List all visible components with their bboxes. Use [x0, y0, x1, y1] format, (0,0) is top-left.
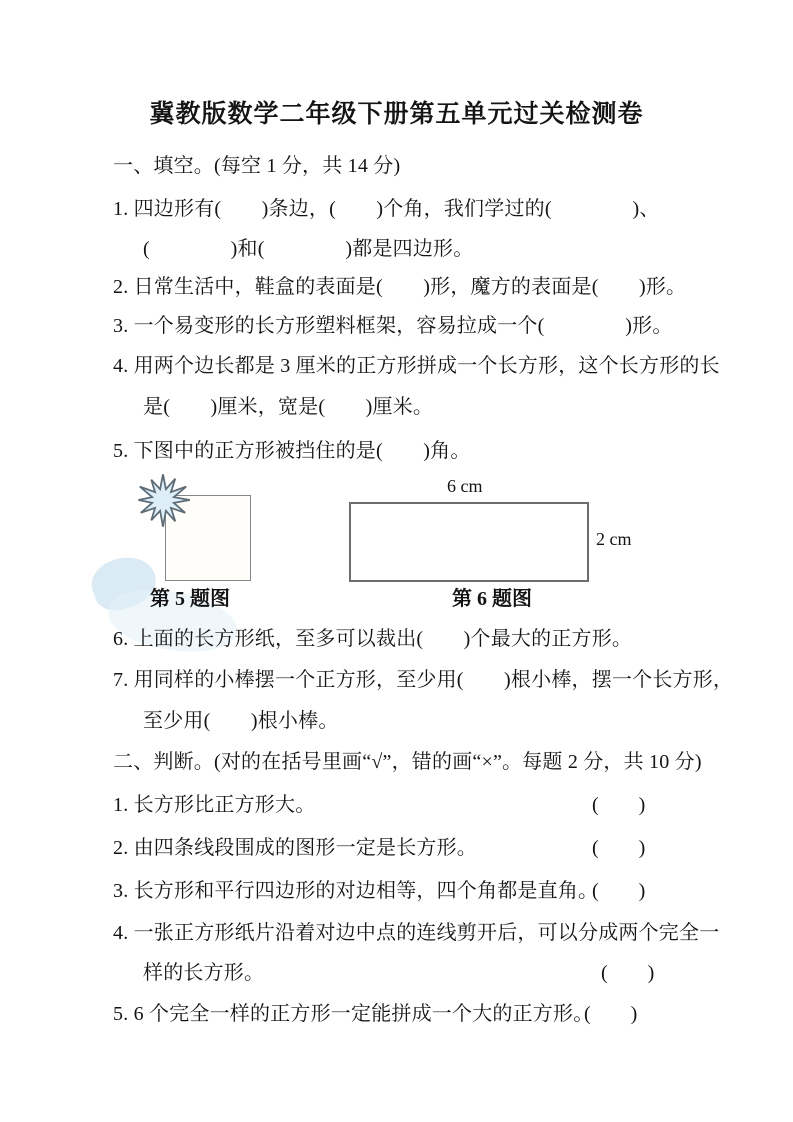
page-title: 冀教版数学二年级下册第五单元过关检测卷 [149, 101, 644, 128]
question-1-line-2: ( )和( )都是四边形。 [143, 238, 474, 260]
judge-3-answer-blank: ( ) [592, 880, 646, 902]
question-1-line-1: 1. 四边形有( )条边，( )个角，我们学过的( )、 [113, 198, 660, 220]
rectangle-height-label: 2 cm [596, 529, 632, 549]
judge-4-answer-blank: ( ) [601, 962, 655, 984]
judge-4-text-line-2: 样的长方形。 [143, 962, 265, 984]
section2-heading: 二、判断。(对的在括号里画“√”，错的画“×”。每题 2 分，共 10 分) [113, 751, 702, 773]
question-2: 2. 日常生活中，鞋盒的表面是( )形，魔方的表面是( )形。 [113, 276, 687, 298]
judge-2-answer-blank: ( ) [592, 837, 646, 859]
question-3: 3. 一个易变形的长方形塑料框架，容易拉成一个( )形。 [113, 315, 673, 337]
judge-4-text-line-1: 4. 一张正方形纸片沿着对边中点的连线剪开后，可以分成两个完全一 [113, 922, 720, 944]
judge-2-text: 2. 由四条线段围成的图形一定是长方形。 [113, 837, 477, 859]
figure6-caption: 第 6 题图 [452, 588, 532, 610]
judge-1-answer-blank: ( ) [592, 794, 646, 816]
judge-1-text: 1. 长方形比正方形大。 [113, 794, 316, 816]
judge-3-text: 3. 长方形和平行四边形的对边相等，四个角都是直角。 [113, 880, 599, 902]
question-4-line-1: 4. 用两个边长都是 3 厘米的正方形拼成一个长方形，这个长方形的长 [113, 355, 720, 377]
question-7-line-1: 7. 用同样的小棒摆一个正方形，至少用( )根小棒，摆一个长方形， [113, 669, 734, 691]
starburst-icon [134, 471, 192, 529]
question-6: 6. 上面的长方形纸，至多可以裁出( )个最大的正方形。 [113, 628, 633, 650]
rectangle-width-label: 6 cm [447, 476, 483, 496]
judge-5-text: 5. 6 个完全一样的正方形一定能拼成一个大的正方形。 [113, 1003, 594, 1025]
judge-5-answer-blank: ( ) [584, 1003, 638, 1025]
question-7-line-2: 至少用( )根小棒。 [143, 710, 339, 732]
question-4-line-2: 是( )厘米，宽是( )厘米。 [143, 396, 434, 418]
question-5: 5. 下图中的正方形被挡住的是( )角。 [113, 440, 471, 462]
question6-rectangle-figure [349, 502, 589, 582]
figure5-caption: 第 5 题图 [150, 588, 230, 610]
section1-heading: 一、填空。(每空 1 分，共 14 分) [113, 155, 401, 177]
